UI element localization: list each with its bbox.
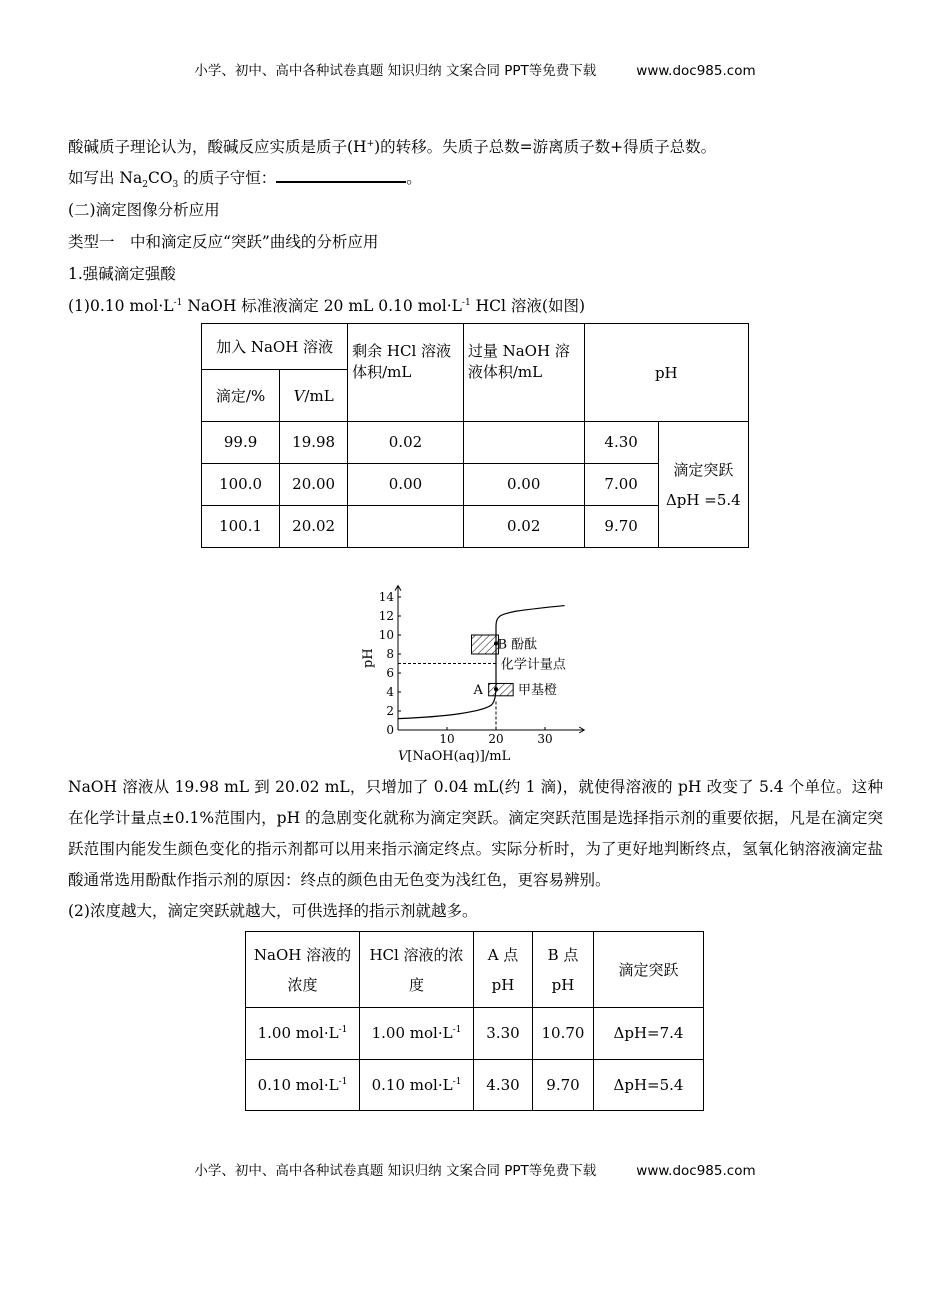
section-heading: (二)滴定图像分析应用 [68,201,220,219]
label-methyl-orange: 甲基橙 [518,683,558,699]
label-b-phenolphthalein: B 酚酞 [497,637,538,653]
th-remaining: 剩余 HCl 溶液体积/mL [348,324,464,422]
body-flow [68,772,883,1111]
table-row: 100.0 20.00 0.00 0.00 7.00 [202,463,749,505]
y-tick-label: 10 [378,628,394,642]
paragraph-jump: NaOH 溶液从 19.98 mL 到 20.02 mL，只增加了 0.04 mL(约 1 滴)，就使得溶液的 pH 改变了 5.4 个单位。这种在化学计量点±0.1%范围内，pH 的急剧变化就称为滴定突跃。滴定突跃范围是选择指示剂的重要依据，凡是在滴定突跃范围内能发生颜色变化的指示剂都可以用来指示滴定终点。实际分析时，为了更好地判断终点，氢氧化钠溶液滴定盐酸通常选用酚酞作指示剂的原因：终点的颜色由无色变为浅红色，更容易辨别。 [68,778,883,889]
y-tick-label: 4 [386,685,394,699]
x-axis-label: V[NaOH(aq)]/mL [398,749,511,764]
table-row: 0.10 $mol\cdot L^{-1}$ 0.10 $mol\cdot L^{-1}$ 4.30 9.70 ΔpH=5.4 [246,1059,704,1111]
y-axis-label: pH [361,648,376,668]
jump-cell: 滴定突跃 ΔpH =5.4 [658,422,748,548]
th-pct: 滴定/% [202,370,280,422]
th-excess: 过量 NaOH 溶液体积/mL [463,324,584,422]
text-line-6: (1)0.10 $mol\cdot L^{-1}$ NaOH 标准液滴定 20 mL 0.10 $mol\cdot L^{-1}$ HCl 溶液(如图) [68,297,585,315]
item-heading: 1.强碱滴定强酸 [68,265,176,283]
text-line-2: 如写出 $Na_2CO_3$ 的质子守恒： 。 [68,169,422,191]
table-row: 100.1 20.02 0.02 9.70 [202,505,749,547]
x-tick-label: 30 [537,732,553,746]
y-tick-label: 0 [386,723,394,737]
methyl-orange-range [489,683,514,695]
concentration-table: NaOH 溶液的浓度 HCl 溶液的浓度 A 点 pH B 点 pH 滴定突跃 1.00 $mol\cdot L^{-1}$ 1.00 $mol\cdot L^{-1}$ 3.30 10.70 ΔpH=7.4 0.10 $mol\cdot L^{-1}$ 0.10 $mol\cdot L^{-1}$ 4.30 9.70 ΔpH=5.4 [245,931,704,1111]
footer-site: www.doc985.com [636,1163,756,1179]
y-tick-label: 8 [386,647,394,661]
table-row: 1.00 $mol\cdot L^{-1}$ 1.00 $mol\cdot L^{-1}$ 3.30 10.70 ΔpH=7.4 [246,1008,704,1060]
subsection-heading: 类型一 中和滴定反应“突跃”曲线的分析应用 [68,233,379,251]
table-row: 99.9 19.98 0.02 4.30 滴定突跃 ΔpH =5.4 [202,422,749,464]
th-volume: V/mL [280,370,348,422]
header-text: 小学、初中、高中各种试卷真题 知识归纳 文案合同 PPT等免费下载 [194,63,597,79]
label-equivalence-point: 化学计量点 [500,657,566,673]
y-tick-label: 12 [378,609,394,623]
y-tick-label: 14 [378,590,394,604]
y-tick-label: 2 [386,704,394,718]
th-ph: pH [584,324,748,422]
x-tick-label: 10 [439,732,455,746]
paragraph-concentration: (2)浓度越大，滴定突跃就越大，可供选择的指示剂就越多。 [68,902,478,920]
footer-text: 小学、初中、高中各种试卷真题 知识归纳 文案合同 PPT等免费下载 [194,1163,597,1179]
text-line-1: 酸碱质子理论认为，酸碱反应实质是质子(H+)的转移。失质子总数=游离质子数+得质子总数。 [68,138,717,156]
y-tick-label: 6 [386,666,394,680]
th-add: 加入 NaOH 溶液 [202,324,348,370]
point-a [494,687,498,691]
label-a: A [473,683,483,699]
x-tick-label: 20 [488,732,504,746]
header-site: www.doc985.com [636,63,756,79]
page-footer [0,1159,950,1179]
